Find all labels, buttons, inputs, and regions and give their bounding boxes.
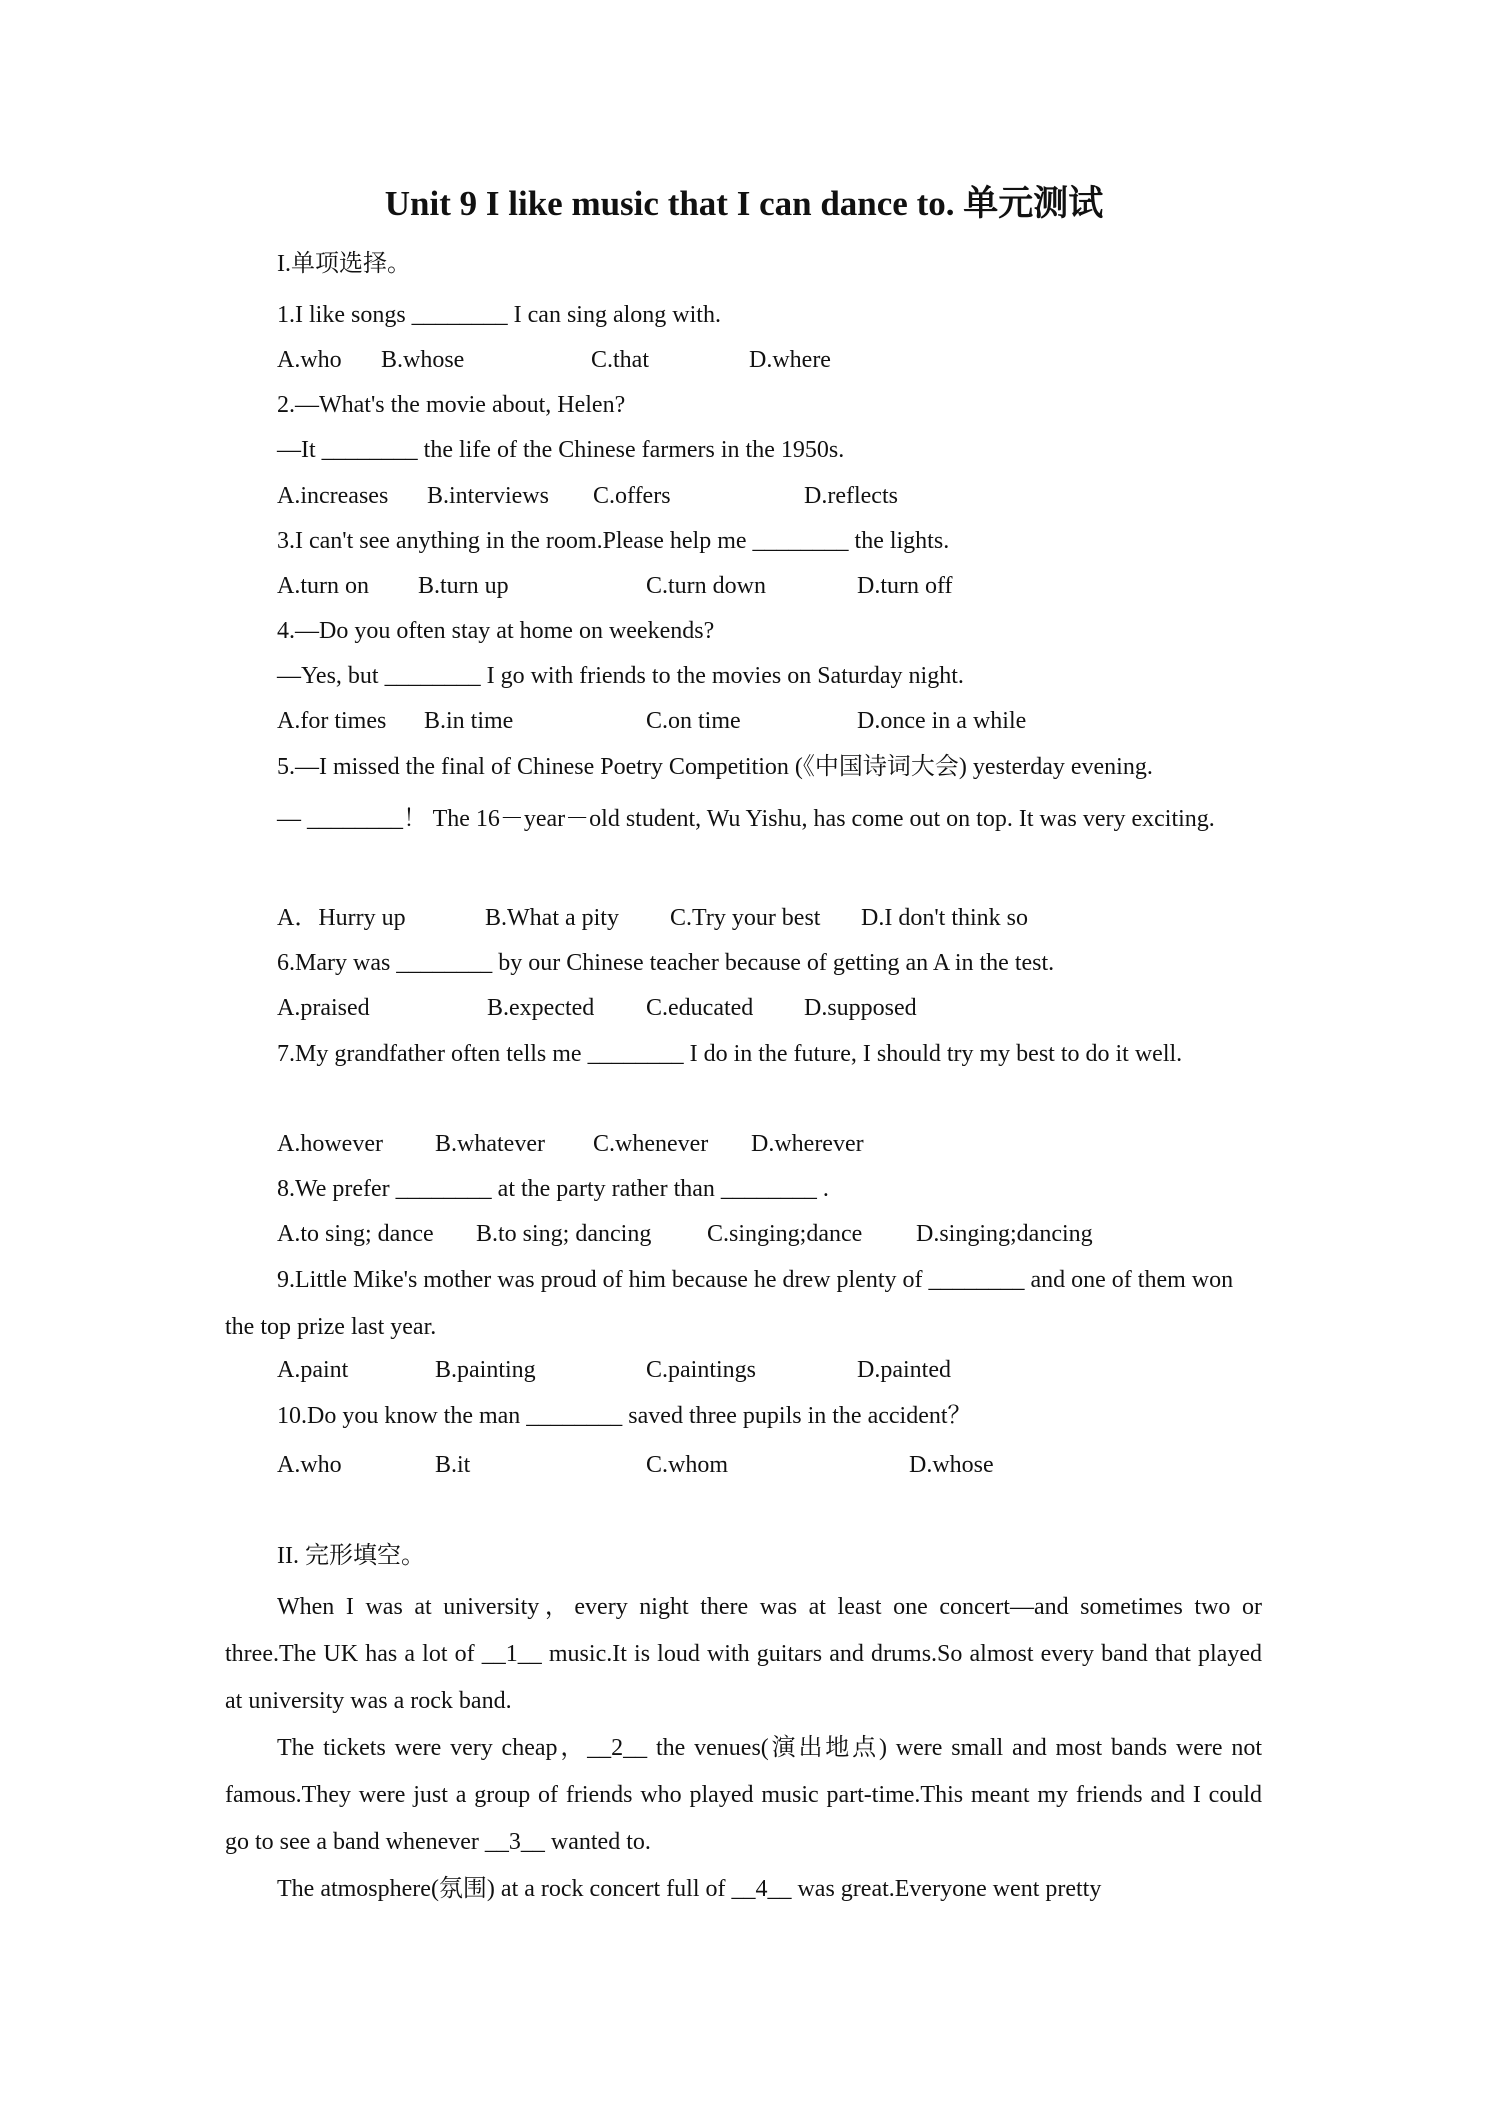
question-4-options	[277, 706, 1262, 736]
q5-option-a: A．Hurry up	[277, 905, 406, 931]
q1-option-c: C.that	[591, 347, 649, 373]
q7-option-a: A.however	[277, 1131, 383, 1157]
q8-option-c: C.singing;dance	[707, 1221, 863, 1247]
question-4-stem: 4.—Do you often stay at home on weekends?	[277, 618, 715, 644]
q4-option-d: D.once in a while	[857, 708, 1027, 734]
q9-option-d: D.painted	[857, 1357, 951, 1383]
q10-option-b: B.it	[435, 1452, 471, 1478]
question-3-stem: 3.I can't see anything in the room.Please help me ________ the lights.	[277, 528, 950, 554]
q7-option-c: C.whenever	[593, 1131, 709, 1157]
q1-option-a: A.who	[277, 347, 342, 373]
question-5-stem: 5.—I missed the final of Chinese Poetry Competition (《中国诗词大会) yesterday evening.	[277, 754, 1153, 780]
q4-option-b: B.in time	[424, 708, 514, 734]
question-2-stem-line-2: —It ________ the life of the Chinese farmers in the 1950s.	[277, 437, 845, 463]
q8-option-a: A.to sing; dance	[277, 1221, 434, 1247]
q1-option-b: B.whose	[381, 347, 465, 373]
question-2-options	[277, 481, 1262, 511]
question-3-options	[277, 571, 1262, 601]
q5-option-c: C.Try your best	[670, 905, 821, 931]
q2-option-d: D.reflects	[804, 483, 898, 509]
question-7-options	[277, 1129, 1262, 1159]
q7-option-b: B.whatever	[435, 1131, 545, 1157]
cloze-paragraph: The atmosphere(氛围) at a rock concert full of __4__ was great.Everyone went pretty	[277, 1876, 1102, 1902]
q5-option-b: B.What a pity	[485, 905, 619, 931]
q1-option-d: D.where	[749, 347, 831, 373]
question-8-stem: 8.We prefer ________ at the party rather than ________ .	[277, 1176, 829, 1202]
q3-option-a: A.turn on	[277, 573, 369, 599]
q9-option-b: B.painting	[435, 1357, 536, 1383]
q9-option-a: A.paint	[277, 1357, 349, 1383]
q10-option-c: C.whom	[646, 1452, 729, 1478]
question-9-options	[277, 1355, 1262, 1385]
q6-option-c: C.educated	[646, 995, 754, 1021]
q3-option-d: D.turn off	[857, 573, 953, 599]
section-2-heading: II. 完形填空。	[277, 1543, 425, 1569]
question-1-options	[277, 345, 1262, 375]
question-6-stem: 6.Mary was ________ by our Chinese teacher because of getting an A in the test.	[277, 950, 1055, 976]
q6-option-b: B.expected	[487, 995, 595, 1021]
question-8-options	[277, 1219, 1262, 1249]
cloze-paragraph: The tickets were very cheap，__2__ the venues(演出地点) were small and most bands were not famous.They were just a group of friends who played music part-time.This meant my friends and I could go to see a band whenever __3__ wanted to.	[225, 1735, 1262, 1855]
question-4-stem-line-2: —Yes, but ________ I go with friends to the movies on Saturday night.	[277, 663, 964, 689]
q8-option-d: D.singing;dancing	[916, 1221, 1093, 1247]
q6-option-a: A.praised	[277, 995, 370, 1021]
question-9-stem: 9.Little Mike's mother was proud of him because he drew plenty of ________ and one of them won the top prize last year.	[225, 1267, 1234, 1340]
question-10-options	[277, 1450, 1262, 1480]
q2-option-c: C.offers	[593, 483, 671, 509]
q10-option-a: A.who	[277, 1452, 342, 1478]
q3-option-b: B.turn up	[418, 573, 509, 599]
q5-option-d: D.I don't think so	[861, 905, 1028, 931]
question-2-stem: 2.—What's the movie about, Helen?	[277, 392, 626, 418]
q8-option-b: B.to sing; dancing	[476, 1221, 652, 1247]
question-1-stem: 1.I like songs ________ I can sing along with.	[277, 302, 721, 328]
question-5-options	[277, 903, 1262, 933]
q4-option-a: A.for times	[277, 708, 387, 734]
q10-option-d: D.whose	[909, 1452, 994, 1478]
cloze-paragraph: When I was at university，every night there was at least one concert—and sometimes two or three.The UK has a lot of __1__ music.It is loud with guitars and drums.So almost every band that played at university was a rock band.	[225, 1594, 1262, 1714]
question-10-stem: 10.Do you know the man ________ saved three pupils in the accident？	[277, 1403, 972, 1429]
q7-option-d: D.wherever	[751, 1131, 864, 1157]
question-6-options	[277, 993, 1262, 1023]
page-title: Unit 9 I like music that I can dance to. 单元测试	[384, 184, 1104, 223]
q6-option-d: D.supposed	[804, 995, 917, 1021]
q9-option-c: C.paintings	[646, 1357, 757, 1383]
q4-option-c: C.on time	[646, 708, 741, 734]
question-5-stem-line-2: — ________！ The 16－year－old student, Wu Yishu, has come out on top. It was very exciting.	[277, 806, 1215, 832]
q3-option-c: C.turn down	[646, 573, 766, 599]
q2-option-b: B.interviews	[427, 483, 549, 509]
question-7-stem: 7.My grandfather often tells me ________ I do in the future, I should try my best to do it well.	[277, 1041, 1183, 1067]
q2-option-a: A.increases	[277, 483, 389, 509]
section-1-heading: I.单项选择。	[277, 251, 411, 277]
